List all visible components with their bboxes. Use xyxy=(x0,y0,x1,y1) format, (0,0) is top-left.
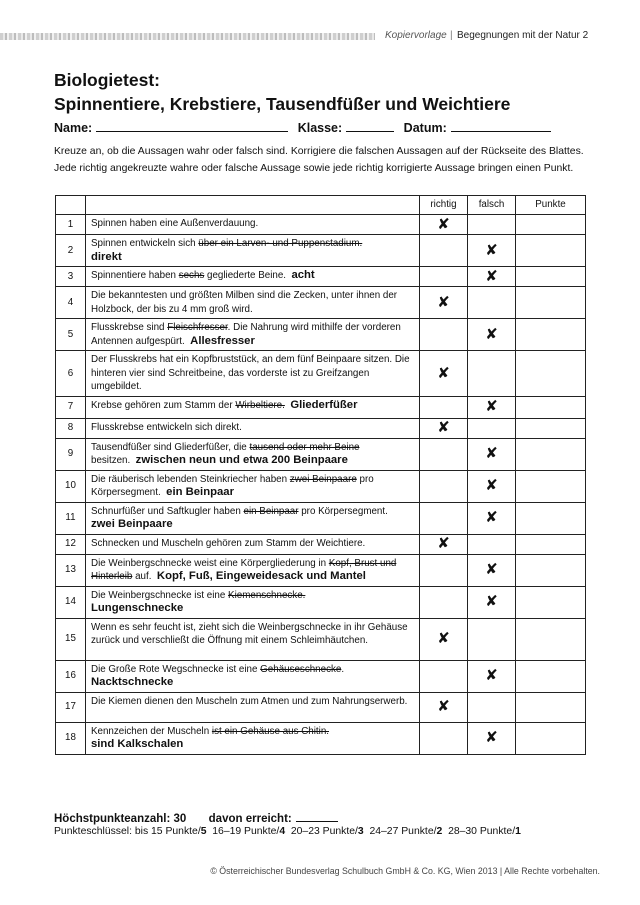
correction-text: Lungenschnecke xyxy=(91,602,184,614)
table-row xyxy=(56,287,586,319)
points-cell[interactable] xyxy=(516,438,586,470)
struck-text: Kiemenschnecke. xyxy=(228,589,306,601)
true-checkbox[interactable] xyxy=(420,438,468,470)
statement-text: Flusskrebse entwickeln sich direkt. xyxy=(91,421,242,433)
false-checkbox[interactable] xyxy=(468,692,516,722)
points-cell[interactable] xyxy=(516,351,586,397)
statement-cell xyxy=(86,287,420,319)
points-cell[interactable] xyxy=(516,470,586,502)
true-checkbox[interactable] xyxy=(420,287,468,319)
statement-cell xyxy=(86,470,420,502)
statement-text: Die Weinbergschnecke ist eine xyxy=(91,589,229,601)
table-header-row xyxy=(56,196,586,215)
grade-range: Punkteschlüssel: bis 15 Punkte/ xyxy=(54,826,201,837)
row-number: 4 xyxy=(56,287,86,319)
table-row xyxy=(56,418,586,438)
points-cell[interactable] xyxy=(516,287,586,319)
row-number: 1 xyxy=(56,215,86,235)
correction-text: ein Beinpaar xyxy=(166,486,234,498)
table-row xyxy=(56,267,586,287)
header-bar xyxy=(0,30,640,44)
points-cell[interactable] xyxy=(516,586,586,618)
struck-text: sechs xyxy=(178,270,205,281)
max-points-label: Höchstpunkteanzahl: 30 xyxy=(54,813,187,825)
statement-text: Wenn es sehr feucht ist, zieht sich die Weinbergschnecke in ihr Gehäuse zurück und verschließt die Öffnung mit einem Schleimhäutchen. xyxy=(91,621,408,646)
statement-cell xyxy=(86,351,420,397)
grade-value: 5 xyxy=(200,826,207,837)
false-checkbox[interactable] xyxy=(468,534,516,554)
statement-cell xyxy=(86,502,420,534)
row-number: 13 xyxy=(56,554,86,586)
false-checkbox[interactable] xyxy=(468,418,516,438)
table-row xyxy=(56,586,586,618)
statement-text: Der Flusskrebs hat ein Kopfbruststück, an dem fünf Beinpaare sitzen. Die hinteren vier sind Schreitbeine, das vorderste ist zu Greifzangen umgebildet. xyxy=(91,354,410,392)
score-summary xyxy=(54,810,338,825)
grade-value: 1 xyxy=(515,826,521,837)
false-checkbox[interactable] xyxy=(468,351,516,397)
statement-text: Spinnen entwickeln sich xyxy=(91,238,199,249)
statement-text: Flusskrebse sind xyxy=(91,322,168,333)
points-cell[interactable] xyxy=(516,554,586,586)
false-checkbox[interactable] xyxy=(468,586,516,618)
grade-range: 16–19 Punkte/ xyxy=(212,826,280,837)
false-checkbox[interactable] xyxy=(468,502,516,534)
header-statement xyxy=(86,196,420,215)
points-cell[interactable] xyxy=(516,722,586,754)
table-row xyxy=(56,692,586,722)
instructions-line-2: Jede richtig angekreuzte wahre oder falsche Aussage sowie jede richtig korrigierte Aussage bringen einen Punkt. xyxy=(54,163,574,174)
cross-mark-icon: ✘ xyxy=(437,419,450,437)
correction-text: sind Kalkschalen xyxy=(91,738,184,750)
struck-text: Gehäuseschnecke xyxy=(260,663,342,675)
correction-text: direkt xyxy=(91,250,122,263)
statement-cell xyxy=(86,215,420,235)
false-checkbox[interactable] xyxy=(468,470,516,502)
statement-text: Die räuberisch lebenden Steinkriecher haben xyxy=(91,473,290,485)
statement-text-end: gegliederte Beine. xyxy=(204,270,286,281)
false-checkbox[interactable] xyxy=(468,267,516,287)
statement-text: Tausendfüßer sind Gliederfüßer, die xyxy=(91,441,250,453)
points-cell[interactable] xyxy=(516,319,586,351)
row-number: 9 xyxy=(56,438,86,470)
table-row xyxy=(56,660,586,692)
points-cell[interactable] xyxy=(516,618,586,660)
statement-text: Schnecken und Muscheln gehören zum Stamm der Weichtiere. xyxy=(91,537,366,549)
student-fields xyxy=(54,119,557,135)
true-checkbox[interactable] xyxy=(420,351,468,397)
table-row xyxy=(56,502,586,534)
true-checkbox[interactable] xyxy=(420,618,468,660)
statement-text-end: . Die Nahrung wird mithilfe der vorderen Antennen aufgespürt. xyxy=(91,322,401,347)
name-field[interactable] xyxy=(96,119,288,132)
correction-text: Allesfresser xyxy=(190,334,255,347)
cross-mark-icon: ✘ xyxy=(437,630,450,648)
grade-entry xyxy=(54,826,212,837)
grade-entry xyxy=(212,826,291,837)
row-number: 16 xyxy=(56,660,86,692)
table-row xyxy=(56,618,586,660)
grade-value: 2 xyxy=(436,826,443,837)
table-row xyxy=(56,215,586,235)
statement-text: Krebse gehören zum Stamm der xyxy=(91,399,236,411)
header-separator: | xyxy=(450,30,453,41)
points-cell[interactable] xyxy=(516,660,586,692)
correction-text: zwischen neun und etwa 200 Beinpaare xyxy=(135,454,348,466)
grade-entry xyxy=(369,826,448,837)
instructions xyxy=(54,143,594,177)
statement-text: Die Kiemen dienen den Muscheln zum Atmen und zum Nahrungserwerb. xyxy=(91,695,408,707)
row-number: 10 xyxy=(56,470,86,502)
table-row xyxy=(56,235,586,267)
struck-text: ein Beinpaar xyxy=(243,505,299,517)
statement-cell xyxy=(86,618,420,660)
row-number: 17 xyxy=(56,692,86,722)
statement-text: Die Große Rote Wegschnecke ist eine xyxy=(91,663,261,675)
grade-range: 20–23 Punkte/ xyxy=(290,826,358,837)
cross-mark-icon: ✘ xyxy=(437,293,450,311)
struck-text: Fleischfresser xyxy=(167,322,228,333)
statement-cell xyxy=(86,554,420,586)
statement-cell xyxy=(86,660,420,692)
table-row xyxy=(56,396,586,418)
table-row xyxy=(56,722,586,754)
cross-mark-icon: ✘ xyxy=(485,667,498,685)
class-label: Klasse: xyxy=(297,121,343,135)
row-number: 18 xyxy=(56,722,86,754)
grade-value: 4 xyxy=(279,826,286,837)
header-false: falsch xyxy=(468,196,516,215)
statement-cell xyxy=(86,396,420,418)
cross-mark-icon: ✘ xyxy=(437,698,450,716)
correction-text: zwei Beinpaare xyxy=(91,518,173,530)
true-checkbox[interactable] xyxy=(420,396,468,418)
row-number: 3 xyxy=(56,267,86,287)
title-line-2: Spinnentiere, Krebstiere, Tausendfüßer und Weichtiere xyxy=(54,94,511,114)
correction-text: Nacktschnecke xyxy=(91,676,174,688)
false-checkbox[interactable] xyxy=(468,235,516,267)
true-checkbox[interactable] xyxy=(420,267,468,287)
header-book-title: Begegnungen mit der Natur 2 xyxy=(457,30,589,41)
correction-text: Gliederfüßer xyxy=(290,398,358,411)
true-checkbox[interactable] xyxy=(420,215,468,235)
false-checkbox[interactable] xyxy=(468,660,516,692)
points-cell[interactable] xyxy=(516,267,586,287)
false-checkbox[interactable] xyxy=(468,319,516,351)
row-number: 11 xyxy=(56,502,86,534)
header-points: Punkte xyxy=(516,196,586,215)
cross-mark-icon: ✘ xyxy=(485,509,498,527)
grade-range: 24–27 Punkte/ xyxy=(369,826,437,837)
row-number: 2 xyxy=(56,235,86,267)
table-row xyxy=(56,470,586,502)
statement-text: Schnurfüßer und Saftkugler haben xyxy=(91,505,244,517)
struck-text: Wirbeltiere. xyxy=(235,399,285,411)
row-number: 7 xyxy=(56,396,86,418)
true-checkbox[interactable] xyxy=(420,235,468,267)
name-label: Name: xyxy=(54,121,93,135)
false-checkbox[interactable] xyxy=(468,554,516,586)
date-label: Datum: xyxy=(403,121,447,135)
true-checkbox[interactable] xyxy=(420,554,468,586)
cross-mark-icon: ✘ xyxy=(485,241,498,259)
grade-value: 3 xyxy=(357,826,364,837)
grade-range: 28–30 Punkte/ xyxy=(448,826,516,837)
statement-cell xyxy=(86,319,420,351)
page-title xyxy=(54,68,510,116)
points-cell[interactable] xyxy=(516,396,586,418)
cross-mark-icon: ✘ xyxy=(485,561,498,579)
table-row xyxy=(56,438,586,470)
statement-cell xyxy=(86,418,420,438)
true-checkbox[interactable] xyxy=(420,502,468,534)
struck-text: Kopf, Brust und Hinterleib xyxy=(91,557,397,582)
true-checkbox[interactable] xyxy=(420,418,468,438)
false-checkbox[interactable] xyxy=(468,215,516,235)
statement-text-end: besitzen. xyxy=(91,455,131,466)
statement-cell xyxy=(86,534,420,554)
cross-mark-icon: ✘ xyxy=(485,398,498,416)
points-cell[interactable] xyxy=(516,692,586,722)
title-line-1: Biologietest: xyxy=(54,70,160,90)
struck-text: über ein Larven- und Puppenstadium. xyxy=(198,238,363,249)
statement-text-end: auf. xyxy=(132,571,152,582)
statement-text: Die bekanntesten und größten Milben sind die Zecken, unter ihnen der Holzbock, der bis zu 4 mm groß wird. xyxy=(91,290,398,315)
points-cell[interactable] xyxy=(516,235,586,267)
row-number: 8 xyxy=(56,418,86,438)
true-checkbox[interactable] xyxy=(420,319,468,351)
struck-text: zwei Beinpaare xyxy=(289,473,357,485)
row-number: 12 xyxy=(56,534,86,554)
question-table xyxy=(55,195,586,755)
true-checkbox[interactable] xyxy=(420,534,468,554)
statement-text-end: pro Körpersegment. xyxy=(91,473,374,498)
false-checkbox[interactable] xyxy=(468,438,516,470)
correction-text: acht xyxy=(291,269,315,281)
cross-mark-icon: ✘ xyxy=(485,477,498,495)
date-field[interactable] xyxy=(451,119,551,132)
cross-mark-icon: ✘ xyxy=(485,445,498,463)
true-checkbox[interactable] xyxy=(420,660,468,692)
statement-text: Spinnen haben eine Außenverdauung. xyxy=(91,218,259,229)
false-checkbox[interactable] xyxy=(468,618,516,660)
table-row xyxy=(56,534,586,554)
true-checkbox[interactable] xyxy=(420,586,468,618)
header-label: Kopiervorlage xyxy=(385,30,447,41)
row-number: 5 xyxy=(56,319,86,351)
table-row xyxy=(56,554,586,586)
points-cell[interactable] xyxy=(516,215,586,235)
statement-cell xyxy=(86,692,420,722)
false-checkbox[interactable] xyxy=(468,396,516,418)
correction-text: Kopf, Fuß, Eingeweidesack und Mantel xyxy=(156,570,366,582)
true-checkbox[interactable] xyxy=(420,470,468,502)
true-checkbox[interactable] xyxy=(420,692,468,722)
false-checkbox[interactable] xyxy=(468,722,516,754)
statement-text: Spinnentiere haben xyxy=(91,270,179,281)
points-cell[interactable] xyxy=(516,418,586,438)
row-number: 14 xyxy=(56,586,86,618)
achieved-field[interactable] xyxy=(296,810,338,822)
table-row xyxy=(56,351,586,397)
statement-cell xyxy=(86,586,420,618)
header-num xyxy=(56,196,86,215)
achieved-label: davon erreicht: xyxy=(208,813,292,825)
true-checkbox[interactable] xyxy=(420,722,468,754)
header-stripe xyxy=(0,33,375,40)
cross-mark-icon: ✘ xyxy=(485,729,498,747)
header-true: richtig xyxy=(420,196,468,215)
statement-text: Kennzeichen der Muscheln xyxy=(91,725,212,737)
cross-mark-icon: ✘ xyxy=(485,267,498,285)
grade-entry xyxy=(291,826,370,837)
false-checkbox[interactable] xyxy=(468,287,516,319)
class-field[interactable] xyxy=(346,119,394,132)
statement-cell xyxy=(86,722,420,754)
cross-mark-icon: ✘ xyxy=(485,593,498,611)
struck-text: tausend oder mehr Beine xyxy=(249,441,360,453)
row-number: 15 xyxy=(56,618,86,660)
table-row xyxy=(56,319,586,351)
grade-entry xyxy=(448,826,521,837)
statement-cell xyxy=(86,267,420,287)
statement-cell xyxy=(86,235,420,267)
struck-text: ist ein Gehäuse aus Chitin. xyxy=(211,725,329,737)
points-cell[interactable] xyxy=(516,502,586,534)
instructions-line-1: Kreuze an, ob die Aussagen wahr oder falsch sind. Korrigiere die falschen Aussagen auf der Rückseite des Blattes. xyxy=(54,146,584,157)
points-cell[interactable] xyxy=(516,534,586,554)
cross-mark-icon: ✘ xyxy=(437,535,450,553)
cross-mark-icon: ✘ xyxy=(437,364,450,382)
statement-text: Die Weinbergschnecke weist eine Körpergliederung in xyxy=(91,557,329,569)
cross-mark-icon: ✘ xyxy=(485,325,498,343)
statement-text-end: pro Körpersegment. xyxy=(298,505,388,517)
cross-mark-icon: ✘ xyxy=(437,215,450,233)
grading-key xyxy=(54,826,521,837)
statement-cell xyxy=(86,438,420,470)
statement-text-end: . xyxy=(341,663,345,675)
row-number: 6 xyxy=(56,351,86,397)
copyright-footer: © Österreichischer Bundesverlag Schulbuch GmbH & Co. KG, Wien 2013 | Alle Rechte vorbehalten. xyxy=(210,866,600,876)
